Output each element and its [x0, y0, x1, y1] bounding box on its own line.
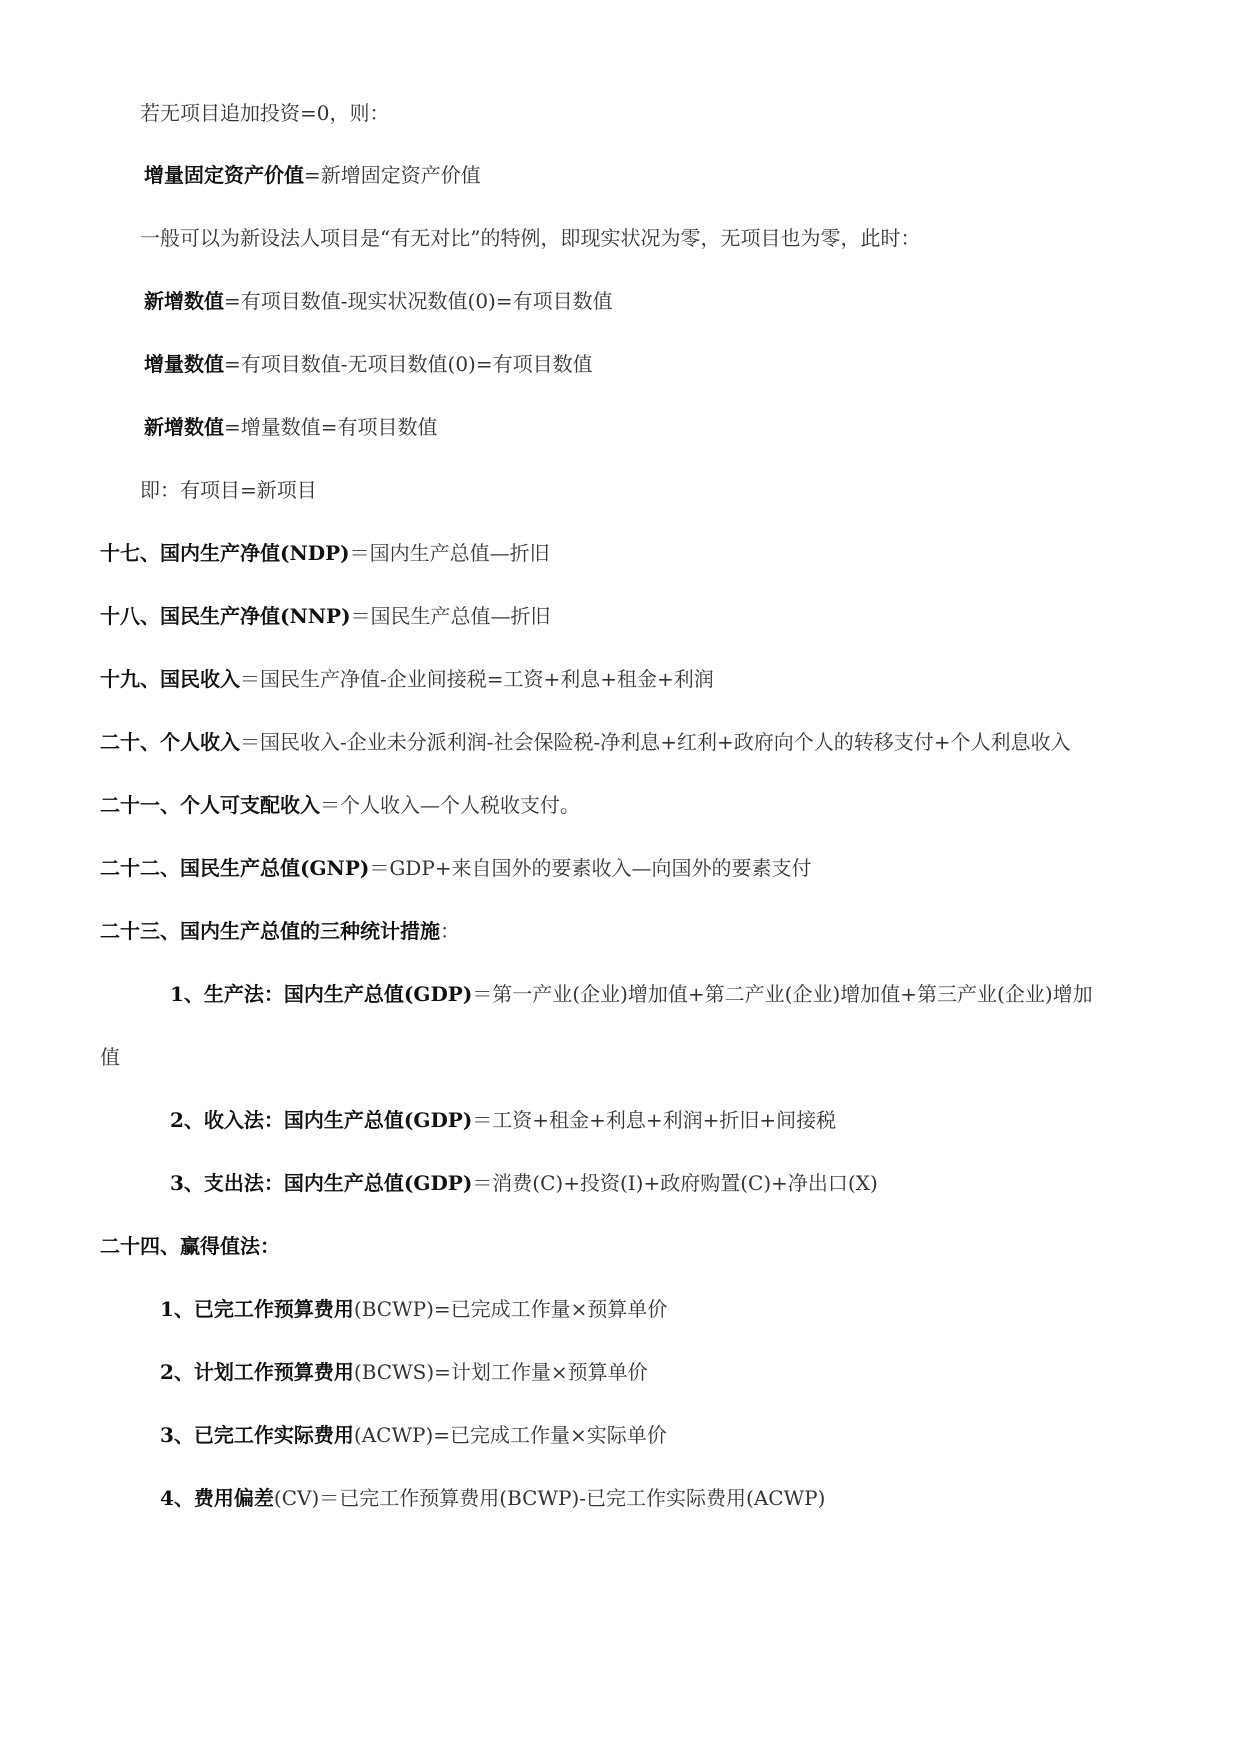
method-formula: ＝消费(C)+投资(I)+政府购置(C)+净出口(X): [472, 1171, 878, 1195]
section-formula: ＝国民收入-企业未分派利润-社会保险税-净利息+红利+政府向个人的转移支付+个人利息收入: [240, 730, 1071, 754]
formula-term: 增量固定资产价值: [144, 163, 304, 187]
section-formula: ＝国民生产总值—折旧: [350, 604, 551, 628]
section-heading: 二十四、赢得值法：: [100, 1234, 280, 1258]
item-line: [160, 1295, 667, 1323]
text-line: [140, 99, 389, 127]
item-formula: (CV)＝已完工作预算费用(BCWP)-已完工作实际费用(ACWP): [273, 1486, 826, 1510]
method-formula: ＝第一产业(企业)增加值+第二产业(企业)增加值+第三产业(企业)增加: [472, 982, 1093, 1006]
item-formula: (BCWS)=计划工作量×预算单价: [353, 1360, 648, 1384]
formula-line: [144, 161, 481, 189]
item-heading: 4、费用偏差: [160, 1486, 274, 1510]
formula-term: 新增数值: [144, 289, 224, 313]
section-formula: ＝国民生产净值-企业间接税=工资+利息+租金+利润: [240, 667, 714, 691]
formula-expression: =有项目数值-无项目数值(0)=有项目数值: [224, 352, 593, 376]
method-formula: ＝工资+租金+利息+利润+折旧+间接税: [472, 1108, 837, 1132]
formula-term: 增量数值: [144, 352, 224, 376]
item-line: [160, 1484, 825, 1512]
item-heading: 2、计划工作预算费用: [160, 1360, 354, 1384]
formula-expression: =有项目数值-现实状况数值(0)=有项目数值: [224, 289, 613, 313]
method-line: [170, 980, 1093, 1008]
method-line: [170, 1106, 836, 1134]
section-heading: 十八、国民生产净值(NNP): [100, 604, 351, 628]
formula-line: [144, 413, 438, 441]
method-heading: 3、支出法：国内生产总值(GDP): [170, 1171, 473, 1195]
section-heading: 二十三、国内生产总值的三种统计措施: [100, 919, 440, 943]
item-formula: (ACWP)=已完成工作量×实际单价: [353, 1423, 667, 1447]
section-line: [100, 539, 550, 567]
text-line: [100, 1043, 120, 1071]
item-heading: 3、已完工作实际费用: [160, 1423, 354, 1447]
item-line: [160, 1358, 648, 1386]
section-line: [100, 728, 1071, 756]
heading-colon: ：: [440, 919, 460, 943]
section-line: [100, 1232, 280, 1260]
line-text: 若无项目追加投资=0，则：: [140, 101, 390, 125]
section-line: [100, 854, 812, 882]
formula-line: [144, 350, 593, 378]
section-formula: ＝个人收入—个人税收支付。: [320, 793, 580, 817]
method-line: [170, 1169, 878, 1197]
text-line: [140, 224, 920, 252]
section-heading: 二十、个人收入: [100, 730, 240, 754]
item-heading: 1、已完工作预算费用: [160, 1297, 354, 1321]
item-formula: (BCWP)=已完成工作量×预算单价: [353, 1297, 668, 1321]
line-text: 即：有项目=新项目: [140, 478, 317, 502]
section-formula: ＝国内生产总值—折旧: [349, 541, 550, 565]
section-heading: 二十一、个人可支配收入: [100, 793, 320, 817]
section-formula: ＝GDP+来自国外的要素收入—向国外的要素支付: [369, 856, 812, 880]
section-heading: 十七、国内生产净值(NDP): [100, 541, 350, 565]
section-heading: 十九、国民收入: [100, 667, 240, 691]
section-line: [100, 917, 460, 945]
item-line: [160, 1421, 667, 1449]
formula-term: 新增数值: [144, 415, 224, 439]
section-line: [100, 602, 551, 630]
formula-line: [144, 287, 613, 315]
text-line: [140, 476, 317, 504]
section-line: [100, 665, 714, 693]
formula-expression: =增量数值=有项目数值: [224, 415, 438, 439]
wrapped-text: 值: [100, 1045, 120, 1069]
section-heading: 二十二、国民生产总值(GNP): [100, 856, 370, 880]
method-heading: 2、收入法：国内生产总值(GDP): [170, 1108, 473, 1132]
method-heading: 1、生产法：国内生产总值(GDP): [170, 982, 473, 1006]
line-text: 一般可以为新设法人项目是“有无对比”的特例，即现实状况为零，无项目也为零，此时：: [140, 226, 921, 250]
formula-expression: =新增固定资产价值: [304, 163, 481, 187]
section-line: [100, 791, 580, 819]
